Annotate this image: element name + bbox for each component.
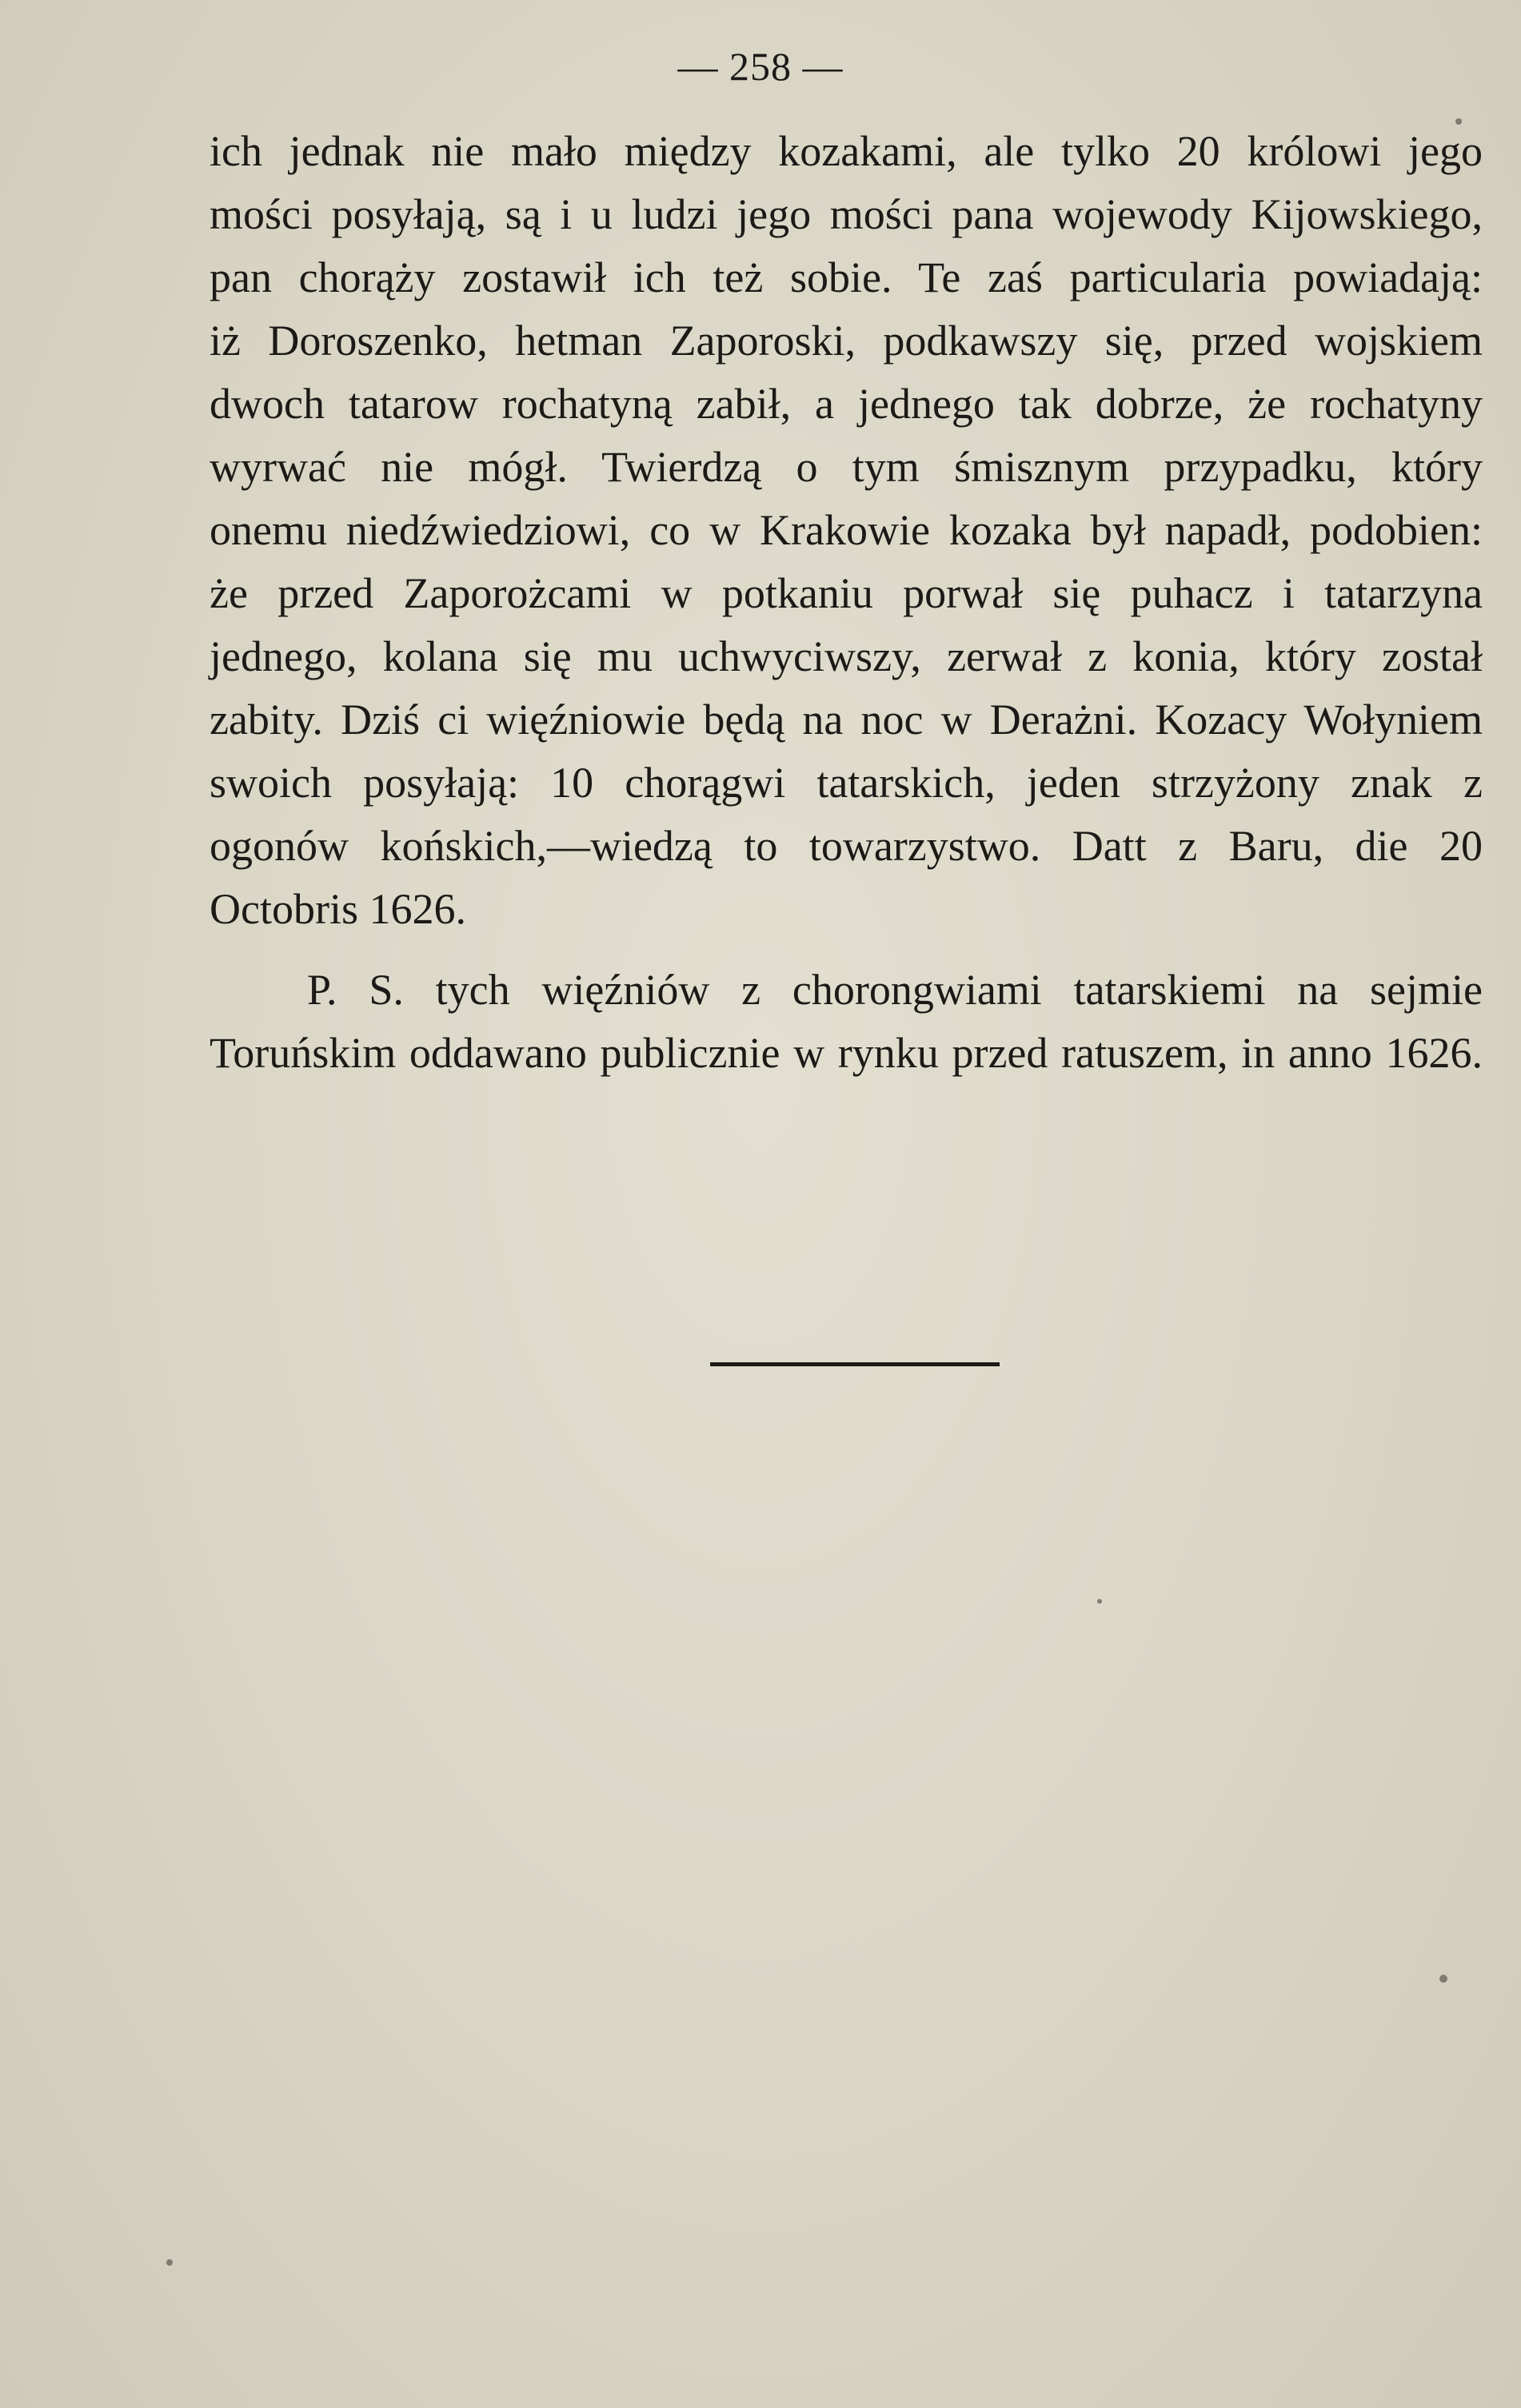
text-line: jednego, kolana się mu uchwyciwszy, zerwał z konia, który został: [210, 632, 1483, 680]
text-line: onemu niedźwiedziowi, co w Krakowie kozaka był napadł, podobien:: [210, 506, 1483, 554]
page-number: — 258 —: [677, 44, 844, 89]
text-line: Octobris 1626.: [210, 885, 466, 933]
text-line: pan chorąży zostawił ich też sobie. Te zaś particularia powiadają:: [210, 253, 1483, 301]
paper-speck: [166, 2259, 173, 2266]
text-line: swoich posyłają: 10 chorągwi tatarskich, jeden strzyżony znak z: [210, 759, 1483, 807]
paper-speck: [1455, 118, 1462, 125]
text-line: zabity. Dziś ci więźniowie będą na noc w Derażni. Kozacy Wołyniem: [210, 696, 1483, 744]
text-line: P. S. tych więźniów z chorongwiami tatarskiemi na sejmie: [307, 966, 1483, 1014]
paper-speck: [1439, 1975, 1447, 1983]
text-line: dwoch tatarow rochatyną zabił, a jednego tak dobrze, że rochatyny: [210, 380, 1483, 428]
text-line: wyrwać nie mógł. Twierdzą o tym śmisznym przypadku, który: [210, 443, 1483, 491]
paragraph-postscript: [210, 959, 1483, 1085]
text-line: że przed Zaporożcami w potkaniu porwał się puhacz i tatarzyna: [210, 569, 1483, 617]
page-body: [210, 120, 1483, 1085]
text-line: Toruńskim oddawano publicznie w rynku przed ratuszem, in anno 1626.: [210, 1029, 1483, 1077]
paragraph-letter: [210, 120, 1483, 941]
paragraph-spacer: [210, 941, 1483, 959]
text-line: mości posyłają, są i u ludzi jego mości pana wojewody Kijowskiego,: [210, 190, 1483, 238]
text-line: ich jednak nie mało między kozakami, ale tylko 20 królowi jego: [210, 127, 1483, 175]
text-line: iż Doroszenko, hetman Zaporoski, podkawszy się, przed wojskiem: [210, 317, 1483, 365]
section-divider-rule: [710, 1362, 1000, 1366]
paper-speck: [1097, 1599, 1102, 1604]
text-line: ogonów końskich,—wiedzą to towarzystwo. Datt z Baru, die 20: [210, 822, 1483, 870]
